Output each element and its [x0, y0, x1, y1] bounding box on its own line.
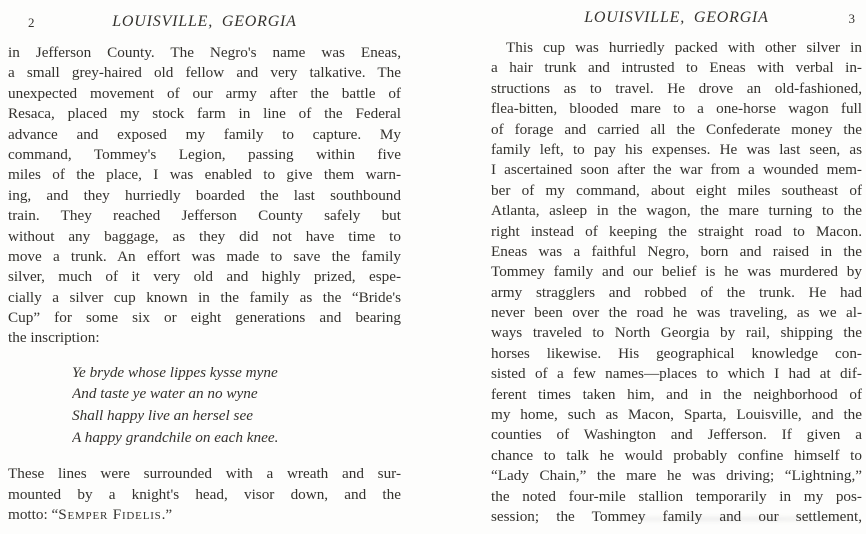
- running-head-left: LOUISVILLE, GEORGIA: [112, 13, 297, 30]
- text-line: session; the Tommey family and our settlement,: [491, 507, 862, 525]
- text-line: And taste ye water an no wyne: [72, 385, 258, 403]
- page-left-header: [8, 0, 401, 33]
- text-line: “Lady Chain,” the mare he was driving; “Lightning,”: [491, 467, 862, 485]
- text-line: without any baggage, as they did not have time to: [8, 227, 401, 245]
- text-line: in Jefferson County. The Negro's name was Eneas,: [8, 44, 401, 61]
- text-line: structions as to travel. He drove an old-fashioned,: [491, 79, 862, 97]
- text-line: mounted by a knight's head, visor down, and the: [8, 485, 401, 503]
- page-number-left: 2: [28, 15, 35, 30]
- text-line: ways traveled to North Georgia by rail, shipping the: [491, 324, 862, 342]
- text-line: advance and exposed my family to capture. My: [8, 125, 401, 143]
- text-line: family left, to pay his expenses. He was last seen, as: [491, 140, 862, 158]
- page-right-header: [491, 0, 862, 29]
- motto-suffix: .”: [161, 506, 173, 524]
- text-line: This cup was hurriedly packed with other silver in: [506, 39, 862, 56]
- text-line: my home, such as Macon, Sparta, Louisville, and the: [491, 406, 862, 424]
- text-line: These lines were surrounded with a wreath and sur-: [8, 465, 401, 483]
- text-line: flea-bitten, blooded mare to a one-horse wagon full: [491, 100, 862, 118]
- text-line: the inscription:: [8, 329, 100, 347]
- text-line: A happy grandchile on each knee.: [72, 428, 279, 446]
- text-line: never been over the road he was traveling, as we al-: [491, 304, 862, 322]
- page-left-body: [8, 43, 401, 349]
- text-line: move a trunk. An effort was made to save the family: [8, 247, 401, 265]
- text-line: Shall happy live an hersel see: [72, 407, 253, 425]
- text-line: Tommey family and our belief is he was murdered by: [491, 263, 862, 281]
- closing-justified-lines: [8, 464, 401, 505]
- bride-cup-inscription-poem: [72, 362, 401, 448]
- text-line: ber of my command, about eight miles southeast of: [491, 181, 862, 199]
- text-line: a small grey-haired old fellow and very talkative. The: [8, 64, 401, 82]
- motto-line: [8, 505, 401, 525]
- page-number-right: 3: [848, 11, 855, 26]
- text-line: command, Tommey's Legion, passing within five: [8, 145, 401, 163]
- text-line: right instead of keeping the straight road to Macon.: [491, 222, 862, 240]
- page-left-closing: [8, 464, 401, 525]
- text-line: Eneas was a faithful Negro, born and raised in the: [491, 242, 862, 260]
- text-line: horses likewise. His geographical knowledge con-: [491, 344, 862, 362]
- text-line: sisted of a few names—places to which I had at dif-: [491, 365, 862, 383]
- text-line: Cup” for some six or eight generations and bearing: [8, 309, 401, 327]
- text-line: ferent times taken him, and in the neighborhood of: [491, 385, 862, 403]
- page-right-body: [491, 38, 862, 527]
- motto-text: Semper Fidelis: [58, 506, 162, 524]
- text-line: ing, and they hurriedly boarded the last southbound: [8, 186, 401, 204]
- motto-prefix: motto: “: [8, 506, 59, 524]
- page-left: [8, 0, 401, 525]
- text-line: Resaca, placed my stock farm in line of the Federal: [8, 105, 401, 123]
- text-line: army stragglers and robbed of the trunk. He had: [491, 283, 862, 301]
- text-line: silver, much of it very old and highly prized, espe-: [8, 268, 401, 286]
- text-line: Ye bryde whose lippes kysse myne: [72, 363, 278, 381]
- text-line: Atlanta, asleep in the wagon, the mare turning to the: [491, 202, 862, 220]
- text-line: I ascertained soon after the war from a wounded mem-: [491, 161, 862, 179]
- text-line: chance to talk he would probably confine himself to: [491, 446, 862, 464]
- text-line: the noted four-mile stallion temporarily in my pos-: [491, 487, 862, 505]
- text-line: miles of the place, I was enabled to give them warn-: [8, 166, 401, 184]
- text-line: cially a silver cup known in the family as the “Bride's: [8, 288, 401, 306]
- text-line: a hair trunk and intrusted to Eneas with verbal in-: [491, 59, 862, 77]
- page-right: [491, 0, 862, 527]
- text-line: train. They reached Jefferson County safely but: [8, 207, 401, 225]
- text-line: unexpected movement of our army after the battle of: [8, 84, 401, 102]
- text-line: of forage and carried all the Confederate money the: [491, 120, 862, 138]
- running-head-right: LOUISVILLE, GEORGIA: [584, 9, 769, 26]
- text-line: counties of Washington and Jefferson. If given a: [491, 426, 862, 444]
